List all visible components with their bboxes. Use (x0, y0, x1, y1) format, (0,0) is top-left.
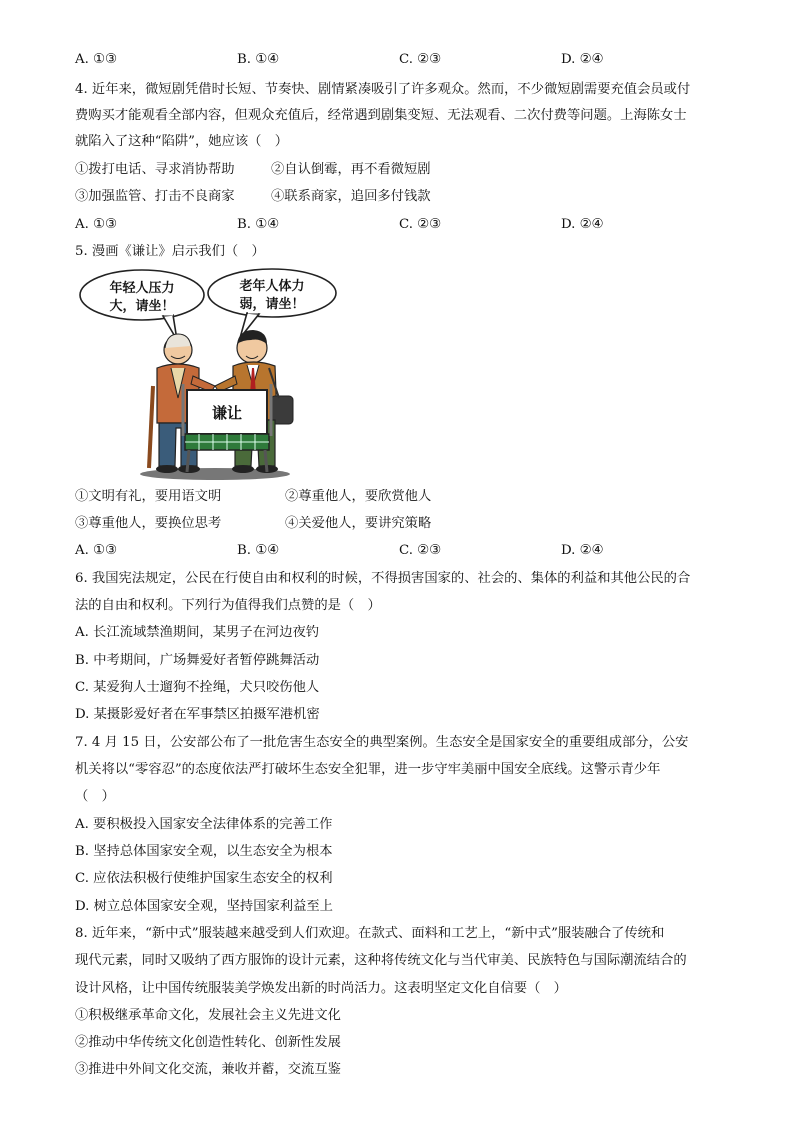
q5-choices (0, 541, 795, 561)
q3-choice-c[interactable]: C. ②③ (399, 52, 441, 67)
q5-items-row-2 (0, 514, 795, 534)
q4-choices (0, 215, 795, 235)
q5-item-4: ④关爱他人，要讲究策略 (285, 516, 432, 531)
q5-choice-b[interactable]: B. ①④ (237, 543, 280, 558)
q7-stem-line-2: 机关将以“零容忍”的态度依法严打破坏生态安全犯罪，进一步守牢美丽中国安全底线。这警示青少年 (75, 762, 661, 777)
q4-choice-a[interactable]: A. ①③ (75, 217, 117, 232)
q3-choice-b[interactable]: B. ①④ (237, 52, 280, 67)
q7-option-b[interactable]: B. 坚持总体国家安全观，以生态安全为根本 (75, 844, 333, 859)
q8-stem-line-1: 8. 近年来，“新中式”服装越来越受到人们欢迎。在款式、面料和工艺上，“新中式”服装融合了传统和 (75, 926, 665, 941)
bubble-right-line-1: 老年人体力 (239, 279, 305, 294)
q5-item-2: ②尊重他人，要欣赏他人 (285, 489, 432, 504)
q5-item-1: ①文明有礼，要用语文明 (75, 489, 222, 504)
bubble-left-line-2: 大，请坐！ (109, 299, 175, 314)
q7-stem-line-3: （ ） (75, 789, 115, 804)
q5-choice-a[interactable]: A. ①③ (75, 543, 117, 558)
q8-item-3: ③推进中外间文化交流，兼收并蓄，交流互鉴 (75, 1062, 341, 1077)
q3-choice-a[interactable]: A. ①③ (75, 52, 117, 67)
q4-choice-d[interactable]: D. ②④ (561, 217, 604, 232)
cartoon-humility (75, 268, 345, 483)
q8-item-2: ②推动中华传统文化创造性转化、创新性发展 (75, 1035, 341, 1050)
bench-sign-text: 谦让 (211, 404, 243, 422)
q7-option-a[interactable]: A. 要积极投入国家安全法律体系的完善工作 (75, 817, 333, 832)
q6-option-d[interactable]: D. 某摄影爱好者在军事禁区拍摄军港机密 (75, 707, 320, 722)
speech-bubble-right (208, 269, 336, 338)
q4-choice-c[interactable]: C. ②③ (399, 217, 441, 232)
q5-item-3: ③尊重他人，要换位思考 (75, 516, 222, 531)
q5-items-row-1 (0, 487, 795, 507)
q8-stem-line-3: 设计风格，让中国传统服装美学焕发出新的时尚活力。这表明坚定文化自信要（ ） (75, 981, 567, 996)
q6-stem-line-2: 法的自由和权利。下列行为值得我们点赞的是（ ） (75, 598, 381, 613)
q4-items-row-2 (0, 187, 795, 207)
q6-option-a[interactable]: A. 长江流域禁渔期间，某男子在河边夜钓 (75, 625, 320, 640)
q7-stem-line-1: 7. 4 月 15 日，公安部公布了一批危害生态安全的典型案例。生态安全是国家安全的重要组成部分，公安 (75, 735, 689, 750)
q4-item-2: ②自认倒霉，再不看微短剧 (271, 162, 431, 177)
q6-stem-line-1: 6. 我国宪法规定，公民在行使自由和权利的时候，不得损害国家的、社会的、集体的利益和其他公民的合 (75, 571, 691, 586)
speech-bubble-left (80, 270, 204, 340)
q6-option-c[interactable]: C. 某爱狗人士遛狗不拴绳，犬只咬伤他人 (75, 680, 320, 695)
q8-stem-line-2: 现代元素，同时又吸纳了西方服饰的设计元素，这种将传统文化与当代审美、民族特色与国际潮流结合的 (75, 953, 687, 968)
q7-option-d[interactable]: D. 树立总体国家安全观，坚持国家利益至上 (75, 899, 333, 914)
bubble-left-line-1: 年轻人压力 (109, 281, 175, 296)
q5-choice-d[interactable]: D. ②④ (561, 543, 604, 558)
q4-item-1: ①拨打电话、寻求消协帮助 (75, 162, 235, 177)
q4-stem-line-3: 就陷入了这种“陷阱”，她应该（ ） (75, 134, 289, 149)
q4-stem-line-2: 费购买才能观看全部内容，但观众充值后，经常遇到剧集变短、无法观看、二次付费等问题。上海陈女士 (75, 108, 687, 123)
q5-choice-c[interactable]: C. ②③ (399, 543, 441, 558)
q7-option-c[interactable]: C. 应依法积极行使维护国家生态安全的权利 (75, 871, 333, 886)
q4-choice-b[interactable]: B. ①④ (237, 217, 280, 232)
q4-item-4: ④联系商家，追回多付钱款 (271, 189, 431, 204)
q8-item-1: ①积极继承革命文化，发展社会主义先进文化 (75, 1008, 341, 1023)
q3-choice-d[interactable]: D. ②④ (561, 52, 604, 67)
q4-stem-line-1: 4. 近年来，微短剧凭借时长短、节奏快、剧情紧凑吸引了许多观众。然而，不少微短剧需要充值会员或付 (75, 82, 691, 97)
bubble-right-line-2: 弱，请坐！ (239, 297, 305, 312)
q4-items-row-1 (0, 160, 795, 180)
q3-choices (0, 50, 795, 70)
q6-option-b[interactable]: B. 中考期间，广场舞爱好者暂停跳舞活动 (75, 653, 320, 668)
q5-stem: 5. 漫画《谦让》启示我们（ ） (75, 244, 265, 259)
q4-item-3: ③加强监管、打击不良商家 (75, 189, 235, 204)
